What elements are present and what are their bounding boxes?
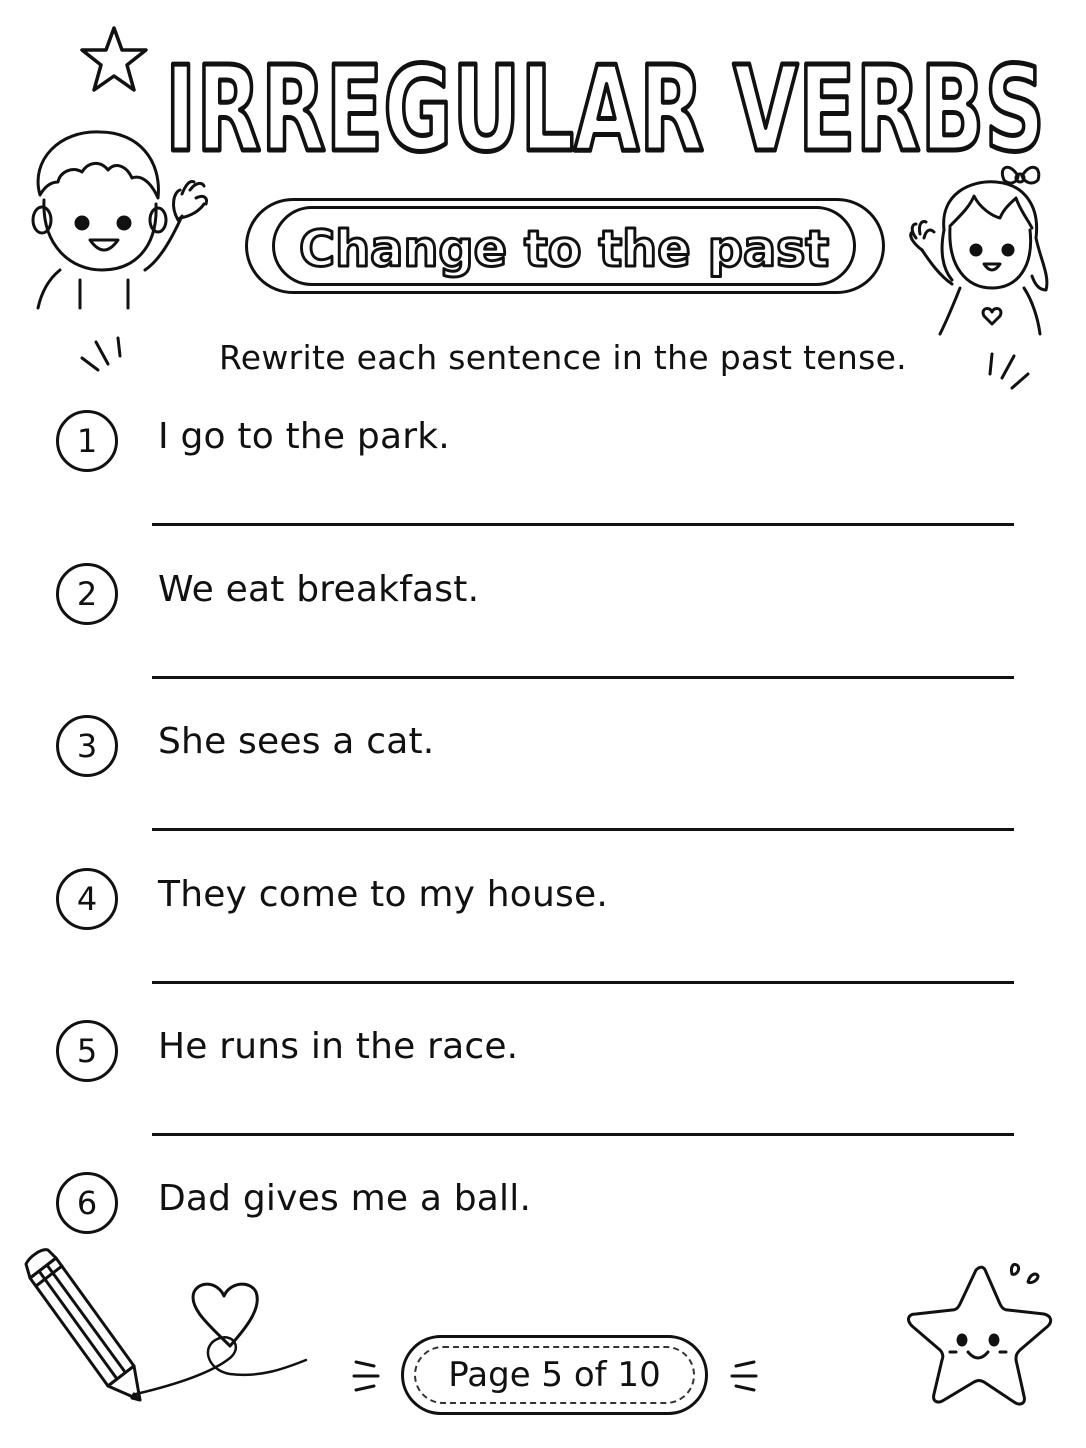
question-number: 6 — [56, 1172, 118, 1234]
question-item — [56, 1020, 1036, 1160]
page-indicator — [401, 1335, 708, 1415]
answer-line[interactable] — [152, 828, 1014, 831]
question-number: 2 — [56, 563, 118, 625]
heart-icon — [110, 1278, 310, 1408]
question-text: I go to the park. — [158, 416, 450, 457]
question-item — [56, 868, 1036, 1008]
girl-waving-illustration — [900, 158, 1060, 338]
subtitle — [272, 206, 856, 286]
question-item — [56, 563, 1036, 703]
answer-line[interactable] — [152, 1133, 1014, 1136]
answer-line[interactable] — [152, 676, 1014, 679]
question-text: He runs in the race. — [158, 1026, 519, 1067]
question-number: 5 — [56, 1020, 118, 1082]
question-text: They come to my house. — [158, 874, 608, 915]
smiling-star-icon — [894, 1256, 1064, 1416]
sparkle-lines-icon — [350, 1356, 386, 1396]
subtitle-text: Change to the past — [299, 220, 829, 278]
question-number: 1 — [56, 410, 118, 472]
question-number: 4 — [56, 868, 118, 930]
answer-line[interactable] — [152, 523, 1014, 526]
boy-waving-illustration — [20, 120, 210, 310]
star-icon — [76, 24, 152, 100]
question-item — [56, 410, 1036, 550]
answer-line[interactable] — [152, 981, 1014, 984]
question-number: 3 — [56, 715, 118, 777]
question-item — [56, 715, 1036, 855]
sparkle-lines-icon — [724, 1356, 760, 1396]
question-text: Dad gives me a ball. — [158, 1178, 532, 1219]
question-text: We eat breakfast. — [158, 569, 480, 610]
question-text: She sees a cat. — [158, 721, 435, 762]
instructions: Rewrite each sentence in the past tense. — [219, 338, 907, 377]
page-label: Page 5 of 10 — [448, 1355, 661, 1395]
page-title — [150, 38, 1060, 178]
page-title-text: IRREGULAR VERBS — [165, 40, 1045, 178]
